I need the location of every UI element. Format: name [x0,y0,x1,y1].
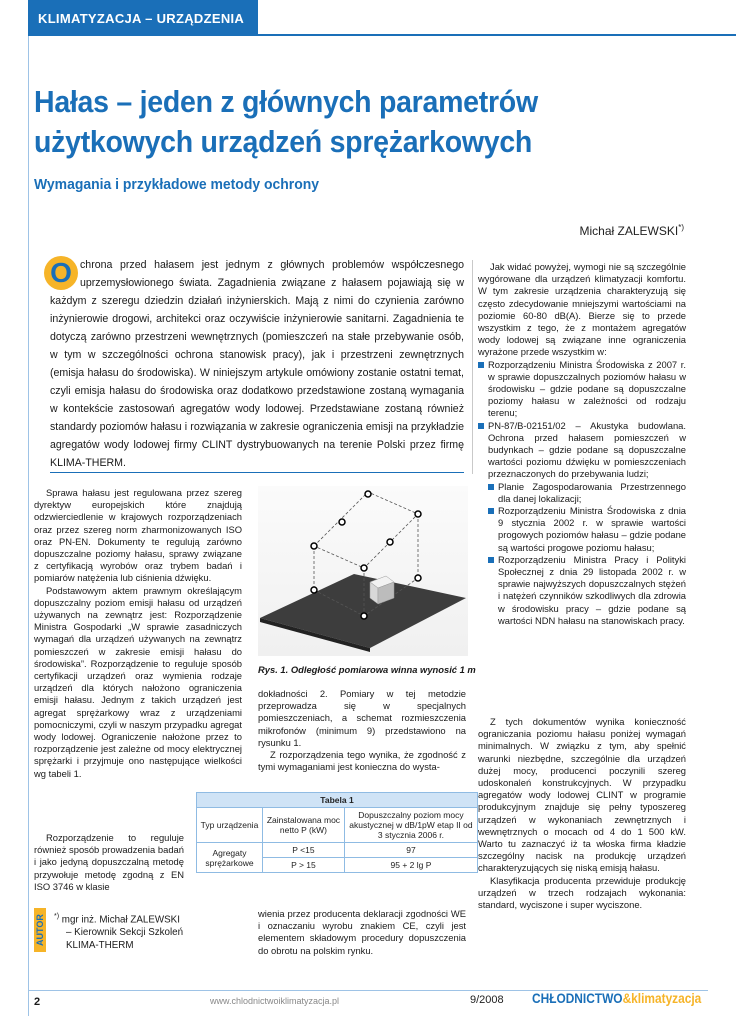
column-divider [472,260,473,474]
bottom-middle-column [258,908,466,957]
table-header-level: Dopuszczalny poziom mocy akustycznej w dB/1pW etap II od 3 stycznia 2006 r. [344,808,477,843]
author-mark: *) [678,223,684,232]
list-item: PN-87/B-02151/02 – Akustyka budowlana. Ochrona przed hałasem pomieszczeń w budynkach – gdzie podane są dopuszczalne wartości poziomu dźwięku w pomieszczeniach przeznaczonych do przebywania ludzi; [478,420,686,481]
table-caption: Tabela 1 [197,793,478,808]
list-item: Rozporządzeniu Ministra Środowiska z dnia 9 stycznia 2002 r. w sprawie wartości progowych poziomów hałasu – gdzie podane są wartości progowe poziomu hałasu; [478,505,686,554]
left-paragraph-1: Sprawa hałasu jest regulowana przez szereg dyrektyw europejskich które znajdują odzwierciedlenie w krajowych rozporządzeniach oraz przez szereg norm zharmonizowanych ISO oraz PN-EN. Dokumenty te regulują zarówno dopuszczalne poziomy hałasu, sprawy związane z certyfikacją wyrobów oraz trybem badań i pomiarów natężenia lub ciśnienia dźwięku. [34,487,242,584]
table-cell-level: 95 + 2 lg P [344,858,477,873]
top-rule [258,34,736,36]
middle-column [258,688,466,773]
lead-text: chrona przed hałasem jest jednym z głównych problemów współczesnego uprzemysłowionego świata. Zagadnienia związane z hałasem pojawiają się w każdym z szeregu dziedzin działań inżynierskich. Mają z nimi do czynienia zarówno inżynierowie drogowi, architekci oraz oczywiście inżynierowie sanitarni. Zagadnienia te dotyczą zarówno przestrzeni wewnętrznych (pomieszczeń na stałe przebywanie osób, w tym w szczególności ochrona stanowisk pracy), jak i przestrzeni zewnętrznych (emisja hałasu do środowiska). W niniejszym artykule omówiony zostanie ostatni temat, czyli emisja hałasu do środowiska oraz dodatkowo przedstawione zostaną wymagania w kontekście zastosowań agregatów wody lodowej. Przedstawiane zostaną również standardy poziomów hałasu i rozwiązania w zakresie ograniczenia emisji na przykładzie agregatów wody lodowej firmy CLINT dystrybuowanych na terenie Polski przez firmę KLIMA-THERM. [50,259,464,469]
author-box-line-1 [54,910,244,926]
magazine-brand [532,990,701,1006]
list-item: Rozporządzeniu Ministra Środowiska z 2007 r. w sprawie dopuszczalnych poziomów hałasu w środowisku – gdzie podane są dopuszczalne poziomy hałasu w zależności od rodzaju terenu; [478,359,686,420]
lead-underline [50,472,464,473]
author-box-line-2: – Kierownik Sekcji Szkoleń [66,927,184,939]
lead-paragraph [50,256,464,472]
middle-paragraph-1: dokładności 2. Pomiary w tej metodzie przeprowadza się w specjalnych pomieszczeniach, a schemat rozmieszczenia mikrofonów (minimum 9) przedstawiono na rysunku 1. [258,688,466,748]
author-name: Michał ZALEWSKI [579,224,679,238]
right-paragraph-1: Jak widać powyżej, wymogi nie są szczególnie wygórowane dla urządzeń klimatyzacji komfortu. W tym zakresie urządzenia charakteryzują się często zdecydowanie mniejszymi wartościami na poziomie 60-80 dB(A). Bierze się to przede wszystkim z tego, że z montażem agregatów wody lodowej są związane inne ograniczenia wyrażone przede wszystkim w: [478,261,686,358]
left-paragraph-3: Rozporządzenie to reguluje również sposób prowadzenia badań i jako jedyną dopuszczalną metodę przywołuje metodę zgodną z EN ISO 3746 w klasie [34,832,184,892]
author-box-mark: *) [54,913,60,920]
author-box-line-3: KLIMA-THERM [66,940,134,952]
author-box-name: mgr inż. Michał ZALEWSKI [61,914,180,926]
table-cell-level: 97 [344,843,477,858]
margin-rule [28,36,29,1016]
issue-number: 9/2008 [470,994,504,1006]
noise-limits-table [196,792,478,873]
author-byline [580,223,684,238]
table-cell-power: P <15 [262,843,344,858]
author-box [54,910,244,952]
author-tag: AUTOR [34,908,46,952]
article-subtitle: Wymagania i przykładowe metody ochrony [34,176,320,193]
left-paragraph-2: Podstawowym aktem prawnym określającym dopuszczalny poziom emisji hałasu od urządzeń używanych na zewnątrz jest: Rozporządzenie Ministra Gospodarki „W sprawie zasadniczych wymagań dla urządzeń używanych na zewnątrz pomieszczeń w zakresie emisji hałasu do środowiska”. Rozporządzenie to reguluje sposób certyfikacji urządzeń oraz wymienia rodzaje urządzeń dla których nałożono ograniczenia emisji hałasu. Jednym z takich urządzeń jest agregat sprężarkowy wraz z urządzeniami pomocniczymi, czyli w naszym przypadku agregat wody lodowej. Ograniczenie nałożone przez to rozporządzenie jest zależne od mocy elektrycznej sprężarki i przyjmuje ono następujące wielkości wg tabeli 1. [34,584,242,779]
left-column [34,487,242,780]
article-title: Hałas – jeden z głównych parametrów użytkowych urządzeń sprężarkowych [34,84,538,159]
figure-measurement-diagram [258,486,468,656]
middle-paragraph-2: Z rozporządzenia tego wynika, że zgodność z tymi wymaganiami jest konieczna do wysta- [258,749,466,773]
brand-ampersand: & [622,990,632,1006]
list-item: Rozporządzeniu Ministra Pracy i Polityki Społecznej z dnia 29 listopada 2002 r. w sprawie najwyższych dopuszczalnych stężeń i natężeń czynników szkodliwych dla zdrowia w środowisku pracy – gdzie podane są wartości NDN hałasu na stanowiskach pracy. [478,554,686,627]
brand-part-1: CHŁODNICTWO [532,990,623,1006]
bottom-paragraph: wienia przez producenta deklaracji zgodności WE i oznaczaniu wyrobu znakiem CE, czyli jest elementem składowym procedury dopuszczenia do obrotu na polskim rynku. [258,908,466,956]
figure-caption: Rys. 1. Odległość pomiarowa winna wynosić 1 m [258,664,476,675]
section-header: KLIMATYZACJA – URZĄDZENIA [28,0,258,36]
dropcap: O [44,256,78,290]
right-column [478,261,686,627]
left-column-narrow [34,832,184,893]
table-row-label: Agregaty sprężarkowe [197,843,263,873]
brand-part-2: klimatyzacja [631,990,702,1006]
table-cell-power: P > 15 [262,858,344,873]
right-paragraph-3: Klasyfikacja producenta przewiduje produkcję urządzeń w trzech rodzajach wykonania: standard, wyciszone i super wyciszone. [478,874,686,911]
footer-url[interactable]: www.chlodnictwoiklimatyzacja.pl [210,996,340,1006]
measurement-diagram-illustration [258,486,468,656]
right-column-lower [478,716,686,911]
page-number: 2 [34,996,41,1008]
table-header-power: Zainstalowana moc netto P (kW) [262,808,344,843]
table-header-type: Typ urządzenia [197,808,263,843]
right-paragraph-2: Z tych dokumentów wynika konieczność ograniczania poziomu hałasu poniżej wymagań minimalnych. W związku z tym, aby spełnić warunki niezbędne, szczególnie dla urządzeń dużej mocy, producenci poczynili szereg udoskonaleń konstrukcyjnych. W przypadku agregatów wody lodowej CLINT w programie produkcyjnym znajduje się pełny typoszereg urządzeń w wykonaniach zewnętrznych i wewnętrznych o mocach od 4 do 1 500 kW. Warto tu zaznaczyć iż ta włoska firma kładzie szczególny nacisk na produkcję urządzeń charakteryzujących się niską emisją hałasu. [478,716,686,874]
list-item: Planie Zagospodarowania Przestrzennego dla danej lokalizacji; [478,481,686,505]
